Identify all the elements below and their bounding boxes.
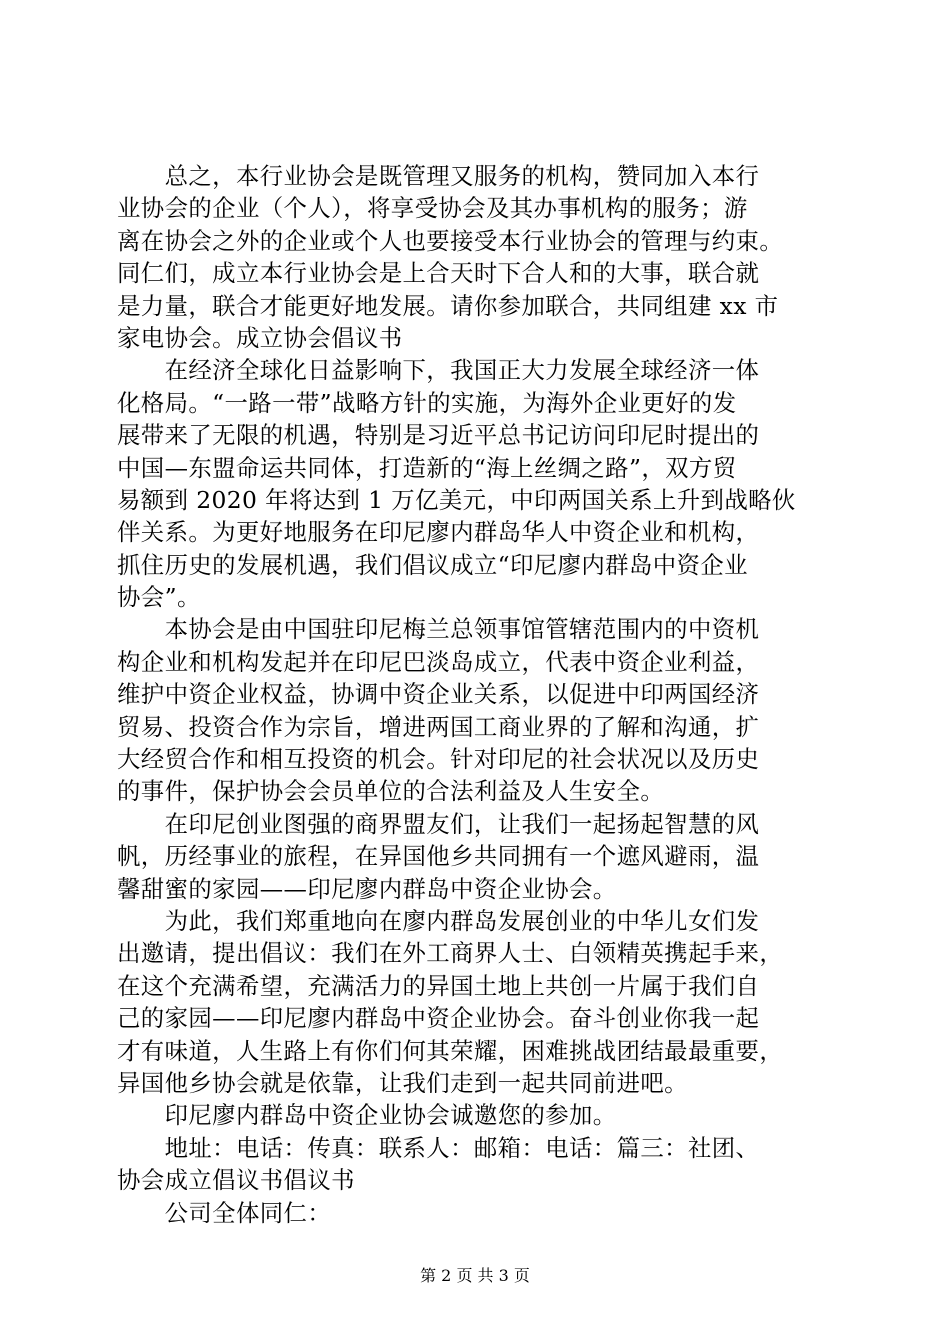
text-line: 本协会是由中国驻印尼梅兰总领事馆管辖范围内的中资机 xyxy=(117,615,760,644)
text-line: 的事件，保护协会会员单位的合法利益及人生安全。 xyxy=(117,777,665,806)
text-line: 业协会的企业（个人），将享受协会及其办事机构的服务；游 xyxy=(117,194,748,223)
text-line: 构企业和机构发起并在印尼巴淡岛成立，代表中资企业利益， xyxy=(117,647,760,676)
text-line: 化格局。“一路一带”战略方针的实施，为海外企业更好的发 xyxy=(117,388,737,417)
text-line: 在经济全球化日益影响下，我国正大力发展全球经济一体 xyxy=(117,356,760,385)
text-line: 大经贸合作和相互投资的机会。针对印尼的社会状况以及历史 xyxy=(117,745,760,774)
text-line: 在这个充满希望，充满活力的异国土地上共创一片属于我们自 xyxy=(117,971,760,1000)
text-line: 同仁们，成立本行业协会是上合天时下合人和的大事，联合就 xyxy=(117,259,760,288)
text-line: 是力量，联合才能更好地发展。请你参加联合，共同组建 xx 市 xyxy=(117,291,779,320)
text-line: 展带来了无限的机遇，特别是习近平总书记访问印尼时提出的 xyxy=(117,421,760,450)
text-line: 易额到 2020 年将达到 1 万亿美元，中印两国关系上升到战略伙 xyxy=(117,485,796,514)
text-line: 维护中资企业权益，协调中资企业关系，以促进中印两国经济 xyxy=(117,680,760,709)
text-line: 伴关系。为更好地服务在印尼廖内群岛华人中资企业和机构， xyxy=(117,518,760,547)
text-line: 公司全体同仁： xyxy=(117,1198,332,1227)
text-line: 总之，本行业协会是既管理又服务的机构，赞同加入本行 xyxy=(117,162,760,190)
text-line: 中国—东盟命运共同体，打造新的“海上丝绸之路”，双方贸 xyxy=(117,453,737,482)
text-line: 抓住历史的发展机遇，我们倡议成立“印尼廖内群岛中资企业 xyxy=(117,550,748,579)
text-line: 帆，历经事业的旅程，在异国他乡共同拥有一个遮风避雨，温 xyxy=(117,842,760,871)
text-line: 在印尼创业图强的商界盟友们，让我们一起扬起智慧的风 xyxy=(117,809,760,838)
text-line: 协会成立倡议书倡议书 xyxy=(117,1166,355,1195)
text-line: 协会”。 xyxy=(117,583,201,612)
text-line: 贸易、投资合作为宗旨，增进两国工商业界的了解和沟通，扩 xyxy=(117,712,760,741)
text-line: 离在协会之外的企业或个人也要接受本行业协会的管理与约束。 xyxy=(117,226,784,255)
text-line: 己的家园——印尼廖内群岛中资企业协会。奋斗创业你我一起 xyxy=(117,1004,760,1033)
text-line: 才有味道，人生路上有你们何其荣耀，困难挑战团结最最重要， xyxy=(117,1036,784,1065)
document-body xyxy=(117,160,833,1229)
text-line: 印尼廖内群岛中资企业协会诚邀您的参加。 xyxy=(117,1101,617,1130)
text-line: 为此，我们郑重地向在廖内群岛发展创业的中华儿女们发 xyxy=(117,906,760,935)
page-footer: 第 2 页 共 3 页 xyxy=(420,1266,530,1285)
text-line: 地址：电话：传真：联系人：邮箱：电话：篇三：社团、 xyxy=(117,1133,760,1162)
text-line: 异国他乡协会就是依靠，让我们走到一起共同前进吧。 xyxy=(117,1068,688,1097)
text-line: 家电协会。成立协会倡议书 xyxy=(117,323,403,352)
text-line: 馨甜蜜的家园——印尼廖内群岛中资企业协会。 xyxy=(117,874,617,903)
text-line: 出邀请，提出倡议：我们在外工商界人士、白领精英携起手来， xyxy=(117,939,784,968)
